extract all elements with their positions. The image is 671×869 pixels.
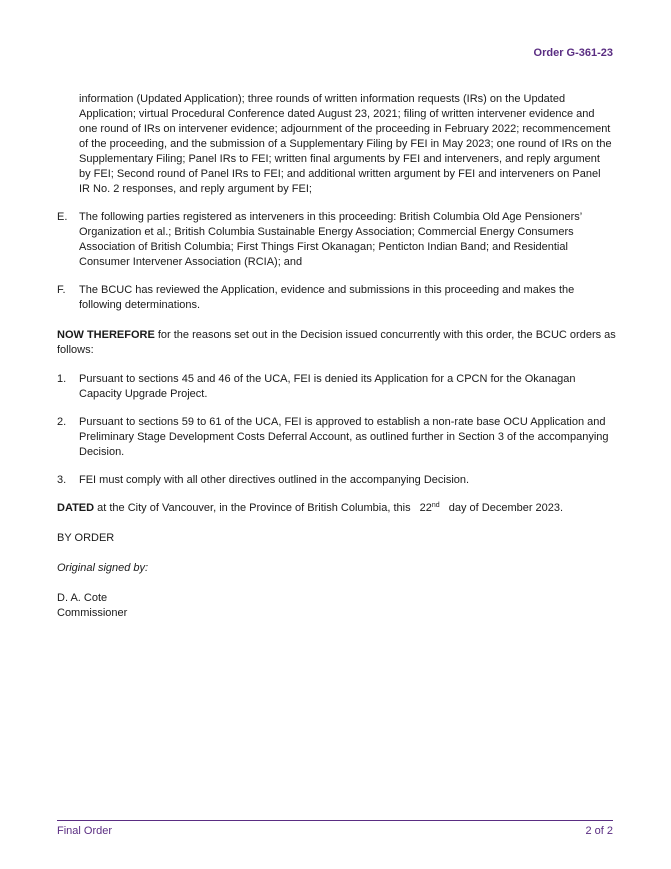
dated-lead: DATED	[57, 502, 95, 514]
whereas-label: F.	[57, 284, 66, 296]
now-therefore-lead: NOW THEREFORE	[57, 329, 155, 341]
order-label: 2.	[57, 416, 67, 428]
by-order: BY ORDER	[57, 532, 115, 544]
order-text: Pursuant to sections 45 and 46 of the UCA, FEI is denied its Application for a CPCN for the Okanagan Capacity Upgrade Project.	[79, 373, 576, 400]
footer-page-number: 2 of 2	[585, 825, 613, 837]
continuation-paragraph: information (Updated Application); three rounds of written information requests (IRs) on the Updated Application; virtual Procedural Conference dated August 23, 2021; filing of written intervener evidence and one round of IRs on intervener evidence; adjournment of the proceeding in February 2022; recommencement of the proceeding, and the submission of a Supplementary Filing by FEI in May 2023; one round of IRs on the Supplementary Filing; Panel IRs to FEI; written final arguments by FEI and interveners, and reply argument by FEI; Second round of Panel IRs to FEI; and additional written argument by FEI and interveners on Panel IR No. 2 responses, and reply argument by FEI;	[79, 93, 612, 195]
original-signed-note: Original signed by:	[57, 562, 149, 574]
signature-block	[57, 591, 617, 621]
order-list	[57, 372, 617, 488]
order-label: 3.	[57, 474, 67, 486]
order-number-header: Order G-361-23	[533, 47, 613, 59]
whereas-text: The BCUC has reviewed the Application, evidence and submissions in this proceeding and makes the following determinations.	[79, 284, 575, 311]
order-item-3	[57, 473, 617, 488]
signatory-name: D. A. Cote	[57, 592, 108, 604]
footer-divider	[57, 820, 613, 821]
order-label: 1.	[57, 373, 67, 385]
whereas-item-f	[57, 283, 617, 313]
order-item-2	[57, 415, 617, 460]
order-item-1	[57, 372, 617, 402]
footer-document-type: Final Order	[57, 825, 113, 837]
order-text: Pursuant to sections 59 to 61 of the UCA, FEI is approved to establish a non-rate base OCU Application and Preliminary Stage Development Costs Deferral Account, as outlined further in Section 3 of the accompanying Decision.	[79, 416, 609, 458]
now-therefore-paragraph	[57, 328, 617, 358]
whereas-item-e	[57, 210, 617, 270]
whereas-text: The following parties registered as interveners in this proceeding: British Columbia Old Age Pensioners’ Organization et al.; British Columbia Sustainable Energy Association; Commercial Energy Consumers Association of British Columbia; First Things First Okanagan; Penticton Indian Band; and Residential Consumer Intervener Association (RCIA); and	[79, 211, 582, 268]
dated-day: 22	[419, 502, 432, 514]
now-therefore-text: for the reasons set out in the Decision issued concurrently with this order, the BCUC orders as follows:	[57, 329, 616, 356]
dated-paragraph	[57, 501, 617, 516]
dated-text-before: at the City of Vancouver, in the Province of British Columbia, this	[94, 502, 414, 514]
whereas-label: E.	[57, 211, 68, 223]
order-text: FEI must comply with all other directives outlined in the accompanying Decision.	[79, 474, 470, 486]
signatory-title: Commissioner	[57, 607, 128, 619]
dated-day-suffix: nd	[431, 502, 440, 509]
order-body	[57, 92, 617, 621]
dated-text-after: day of December 2023.	[445, 502, 564, 514]
